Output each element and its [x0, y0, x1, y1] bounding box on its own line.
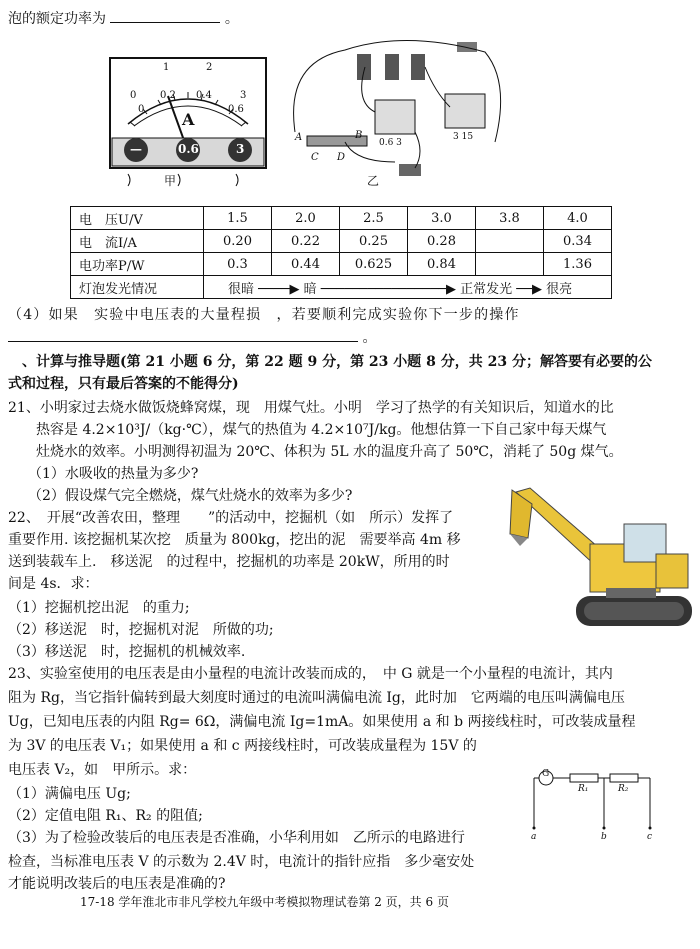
terminal-3: 3 [236, 142, 245, 156]
caption-jia: 甲 [164, 174, 177, 188]
table-cell: 0.20 [204, 230, 272, 253]
section-header-line2: 式和过程，只有最后答案的不能得分) [8, 376, 239, 392]
point-b: B [355, 130, 363, 141]
point-d: D [337, 152, 346, 163]
caption-yi: 乙 [367, 174, 380, 188]
scale-top-1: 1 [163, 62, 170, 73]
excavator-image [506, 484, 694, 640]
q21-line2: 热容是 4.2×10³J/（kg·℃），煤气的热值为 4.2×10⁷J/kg。他想估算一下自己家中每天煤气 [36, 422, 607, 438]
q23-line1: 23、实验室使用的电压表是由小量程的电流计改装而成的， 中 G 就是一个小量程的电流计，其内 [8, 666, 613, 682]
point-a: A [295, 132, 303, 143]
q23-line5: 电压表 V₂，如 甲所示。求： [8, 762, 197, 778]
q23-sub5: 才能说明改装后的电压表是准确的? [8, 876, 226, 892]
scale-bottom-0: 0 [138, 104, 145, 115]
q23-sub3: （3）为了检验改装后的电压表是否准确，小华利用如 乙所示的电路进行 [8, 830, 465, 846]
table-cell: 1.36 [544, 253, 612, 276]
terminal-neg: — [130, 142, 142, 156]
q4-end: 。 [362, 330, 377, 346]
light-very-bright: 很亮 [546, 281, 573, 297]
row-header: 电 流I/A [71, 230, 204, 253]
q23-line4: 为 3V 的电压表 V₁；如果使用 a 和 c 两接线柱时，可改装成量程为 15V 的 [8, 738, 477, 754]
q23-sub1: （1）满偏电压 Ug; [8, 786, 131, 802]
terminal-b-label: b [601, 832, 607, 842]
q23-line3: Ug，已知电压表的内阻 Rg= 6Ω，满偏电流 Ig=1mA。如果使用 a 和 b 两接线柱时，可改装成量程 [8, 714, 636, 730]
table-cell: 4.0 [544, 207, 612, 230]
q22-line3: 送到装载车上. 移送泥 的过程中，挖掘机的功率是 20kW，所用的时 [8, 554, 450, 570]
table-row [71, 276, 612, 299]
q21-line1: 21、小明家过去烧水做饭烧蜂窝煤，现 用煤气灶。小明 学习了热学的有关知识后，知道水的比 [8, 400, 614, 416]
arrow-1: ────▶ [258, 281, 300, 297]
terminal-a-label: a [531, 832, 537, 842]
data-table [70, 206, 612, 299]
table-cell: 2.0 [272, 207, 340, 230]
row-header: 电 压U/V [71, 207, 204, 230]
point-c: C [311, 152, 319, 163]
row-header: 电功率P/W [71, 253, 204, 276]
q22-sub3: （3）移送泥 时，挖掘机的机械效率. [8, 644, 246, 660]
q21-line3: 灶烧水的效率。小明测得初温为 20℃、体积为 5L 水的温度升高了 50℃，消耗了 50g 煤气。 [36, 444, 623, 460]
terminal-06: 0.6 [178, 142, 199, 156]
voltmeter-terminals: 0.6 3 [379, 138, 402, 148]
scale-bottom-06: 0.6 [228, 104, 244, 115]
q22-sub1: （1）挖掘机挖出泥 的重力; [8, 600, 190, 616]
table-cell [476, 230, 544, 253]
q4-line1: （4）如果 实验中电压表的大量程损 ，若要顺利完成实验你下一步的操作 [8, 307, 520, 323]
q22-line4: 间是 4s．求： [8, 576, 99, 592]
r1-label: R₁ [578, 784, 589, 794]
scale-bottom-04: 0.4 [196, 90, 212, 101]
scale-edge-3: 3 [240, 90, 247, 101]
unit-label: A [182, 110, 195, 129]
table-cell: 3.8 [476, 207, 544, 230]
figure-yi [285, 32, 515, 192]
q23-sub2: （2）定值电阻 R₁、R₂ 的阻值; [8, 808, 203, 824]
light-dim: 暗 [303, 281, 317, 297]
table-cell: 2.5 [340, 207, 408, 230]
table-cell: 0.3 [204, 253, 272, 276]
scale-edge-0: 0 [130, 90, 137, 101]
row-header: 灯泡发光情况 [71, 276, 204, 299]
q23-line2: 阻为 Rg，当它指针偏转到最大刻度时通过的电流叫满偏电流 Ig，此时加 它两端的电压叫满偏电压 [8, 690, 625, 706]
table-cell: 0.28 [408, 230, 476, 253]
meter-circuit-diagram [530, 766, 680, 852]
table-cell: 0.22 [272, 230, 340, 253]
q21-sub1: （1）水吸收的热量为多少? [28, 466, 199, 482]
r2-label: R₂ [618, 784, 629, 794]
table-cell: 3.0 [408, 207, 476, 230]
table-cell: 0.84 [408, 253, 476, 276]
top-line-end: 。 [224, 11, 239, 27]
arrow-2: ────────────────▶ [320, 281, 456, 297]
table-row [71, 207, 612, 230]
answer-blank [110, 8, 220, 23]
q22-sub2: （2）移送泥 时，挖掘机对泥 所做的功; [8, 622, 274, 638]
section-header-line1: 、计算与推导题(第 21 小题 6 分，第 22 题 9 分，第 23 小题 8 分，共 23 分；解答要有必要的公 [22, 354, 653, 370]
top-line [8, 8, 239, 29]
figure-jia [108, 54, 268, 190]
terminal-c-label: c [647, 832, 653, 842]
galvanometer-label: G [542, 769, 550, 779]
scale-bottom-02: 0.2 [160, 90, 176, 101]
table-row [71, 253, 612, 276]
table-cell: 0.34 [544, 230, 612, 253]
q21-sub2: （2）假设煤气完全燃烧，煤气灶烧水的效率为多少? [28, 488, 353, 504]
q22-line2: 重要作用. 该挖掘机某次挖 质量为 800kg，挖出的泥 需要举高 4m 移 [8, 532, 461, 548]
table-cell: 0.625 [340, 253, 408, 276]
arrow-3: ──▶ [516, 281, 542, 297]
light-normal: 正常发光 [460, 281, 513, 297]
table-cell [476, 253, 544, 276]
light-progression [204, 276, 612, 299]
page-footer: 17-18 学年淮北市非凡学校九年级中考模拟物理试卷第 2 页，共 6 页 [80, 895, 449, 909]
excavator-drawing [506, 484, 694, 640]
table-cell: 0.25 [340, 230, 408, 253]
ammeter-terminals: 3 15 [453, 132, 474, 142]
q23-sub4: 检查，当标准电压表 V 的示数为 2.4V 时，电流计的指针应指 多少毫安处 [8, 854, 475, 870]
light-very-dim: 很暗 [228, 281, 255, 297]
circuit-photo-drawing [285, 32, 515, 192]
q22-line1: 22、 开展“改善农田，整理 ”的活动中，挖掘机（如 所示）发挥了 [8, 510, 454, 526]
table-cell: 1.5 [204, 207, 272, 230]
table-row [71, 230, 612, 253]
q4-blank [8, 327, 358, 342]
table-cell: 0.44 [272, 253, 340, 276]
scale-top-2: 2 [206, 62, 213, 73]
top-line-text: 泡的额定功率为 [8, 11, 106, 27]
q4-line2 [8, 327, 376, 348]
